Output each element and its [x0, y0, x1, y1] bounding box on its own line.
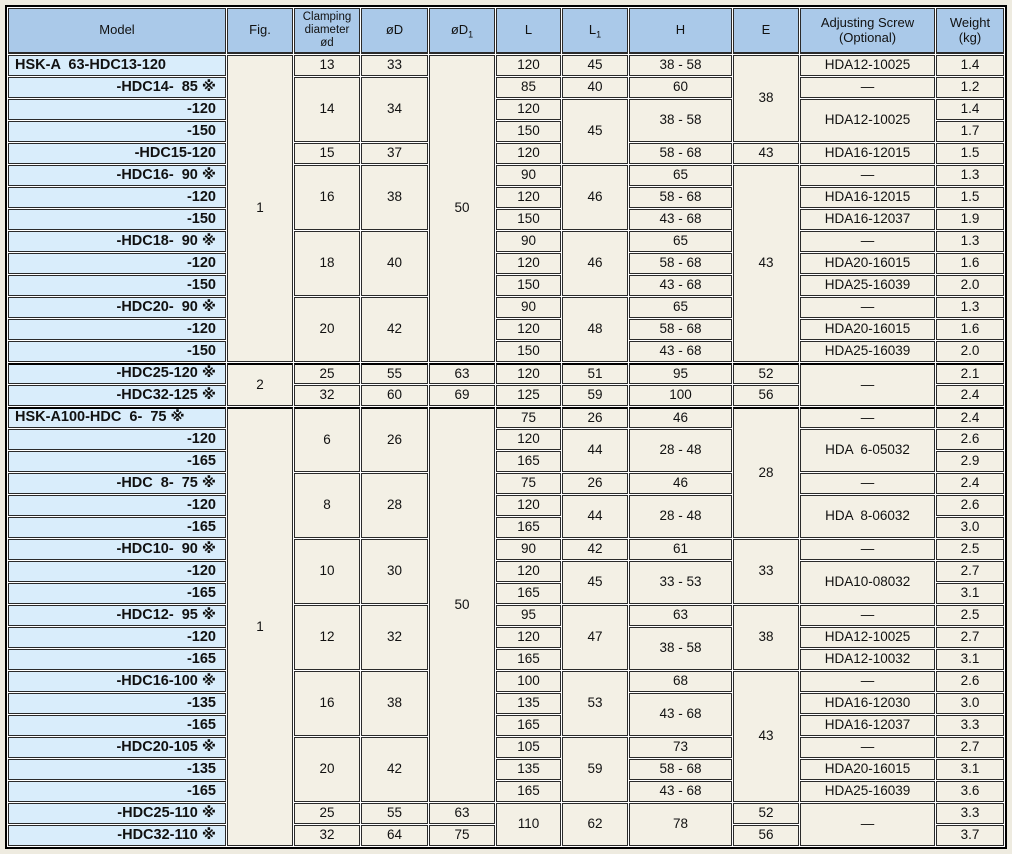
cell-L: 90 [496, 231, 561, 252]
cell-screw: — [800, 605, 935, 626]
cell-w: 2.0 [936, 341, 1004, 362]
cell-w: 1.6 [936, 319, 1004, 340]
cell-H: 78 [629, 803, 732, 846]
cell-model: -120 [8, 495, 226, 516]
cell-screw: — [800, 165, 935, 186]
cell-H: 38 - 58 [629, 99, 732, 142]
header-clamping-diameter: Clamping diameter ød [294, 8, 360, 54]
cell-L: 135 [496, 693, 561, 714]
cell-od: 13 [294, 55, 360, 76]
cell-L: 150 [496, 341, 561, 362]
cell-H: 46 [629, 473, 732, 494]
cell-od: 6 [294, 407, 360, 472]
cell-w: 1.4 [936, 55, 1004, 76]
cell-model: HSK-A 63-HDC13-120 [8, 55, 226, 76]
cell-L1: 59 [562, 385, 628, 406]
cell-model: HSK-A100-HDC 6- 75 ※ [8, 407, 226, 428]
cell-L1: 59 [562, 737, 628, 802]
cell-L: 75 [496, 473, 561, 494]
table-row [8, 209, 1004, 230]
cell-H: 100 [629, 385, 732, 406]
cell-L: 75 [496, 407, 561, 428]
cell-model: -165 [8, 451, 226, 472]
cell-model: -150 [8, 275, 226, 296]
table-row [8, 319, 1004, 340]
cell-H: 33 - 53 [629, 561, 732, 604]
cell-w: 2.4 [936, 407, 1004, 428]
cell-model: -135 [8, 759, 226, 780]
cell-w: 2.7 [936, 737, 1004, 758]
cell-model: -135 [8, 693, 226, 714]
cell-od: 12 [294, 605, 360, 670]
cell-w: 3.1 [936, 583, 1004, 604]
cell-L: 165 [496, 583, 561, 604]
cell-w: 2.7 [936, 561, 1004, 582]
cell-L: 120 [496, 55, 561, 76]
cell-w: 2.6 [936, 671, 1004, 692]
cell-L: 120 [496, 319, 561, 340]
cell-screw: — [800, 407, 935, 428]
cell-H: 61 [629, 539, 732, 560]
cell-screw: HDA10-08032 [800, 561, 935, 604]
header-adjusting-screw: Adjusting Screw (Optional) [800, 8, 935, 54]
table-row [8, 363, 1004, 384]
cell-oD1: 50 [429, 55, 495, 362]
cell-L: 165 [496, 649, 561, 670]
cell-screw: HDA12-10025 [800, 627, 935, 648]
table-row [8, 187, 1004, 208]
cell-H: 58 - 68 [629, 759, 732, 780]
cell-oD1: 75 [429, 825, 495, 846]
cell-H: 65 [629, 231, 732, 252]
cell-H: 58 - 68 [629, 253, 732, 274]
cell-w: 2.5 [936, 605, 1004, 626]
cell-fig: 1 [227, 55, 293, 362]
table-row [8, 495, 1004, 516]
cell-screw: HDA20-16015 [800, 759, 935, 780]
cell-model: -165 [8, 715, 226, 736]
table-row [8, 341, 1004, 362]
header-L: L [496, 8, 561, 54]
cell-oD: 40 [361, 231, 428, 296]
cell-oD: 64 [361, 825, 428, 846]
cell-fig: 2 [227, 363, 293, 406]
cell-screw: HDA 6-05032 [800, 429, 935, 472]
cell-model: -HDC32-125 ※ [8, 385, 226, 406]
cell-screw: — [800, 363, 935, 406]
cell-E: 43 [733, 671, 799, 802]
cell-w: 2.6 [936, 429, 1004, 450]
cell-L1: 47 [562, 605, 628, 670]
cell-oD: 60 [361, 385, 428, 406]
cell-screw: HDA20-16015 [800, 319, 935, 340]
cell-H: 43 - 68 [629, 341, 732, 362]
cell-w: 2.4 [936, 385, 1004, 406]
table-row [8, 803, 1004, 824]
cell-model: -120 [8, 319, 226, 340]
header-oD: øD [361, 8, 428, 54]
cell-screw: HDA25-16039 [800, 341, 935, 362]
cell-E: 56 [733, 385, 799, 406]
header-E: E [733, 8, 799, 54]
cell-model: -165 [8, 781, 226, 802]
cell-w: 1.4 [936, 99, 1004, 120]
cell-H: 43 - 68 [629, 275, 732, 296]
cell-w: 3.0 [936, 517, 1004, 538]
cell-H: 65 [629, 165, 732, 186]
cell-L1: 44 [562, 495, 628, 538]
cell-L: 120 [496, 561, 561, 582]
cell-screw: — [800, 297, 935, 318]
cell-H: 38 - 58 [629, 55, 732, 76]
cell-L: 150 [496, 121, 561, 142]
table-row [8, 649, 1004, 670]
table-row [8, 473, 1004, 494]
cell-E: 38 [733, 55, 799, 142]
cell-od: 16 [294, 671, 360, 736]
cell-model: -HDC20- 90 ※ [8, 297, 226, 318]
spec-table [5, 5, 1007, 849]
cell-L: 125 [496, 385, 561, 406]
cell-od: 32 [294, 825, 360, 846]
cell-w: 2.7 [936, 627, 1004, 648]
cell-w: 3.3 [936, 715, 1004, 736]
cell-w: 1.5 [936, 143, 1004, 164]
cell-E: 52 [733, 803, 799, 824]
cell-L: 165 [496, 715, 561, 736]
table-row [8, 737, 1004, 758]
table-row [8, 693, 1004, 714]
cell-H: 43 - 68 [629, 209, 732, 230]
header-oD1: $øD_1$ [429, 8, 495, 54]
cell-w: 3.1 [936, 759, 1004, 780]
cell-w: 2.5 [936, 539, 1004, 560]
cell-L: 120 [496, 429, 561, 450]
cell-model: -165 [8, 583, 226, 604]
cell-oD1: 63 [429, 803, 495, 824]
cell-screw: HDA16-12037 [800, 209, 935, 230]
cell-w: 3.6 [936, 781, 1004, 802]
cell-screw: HDA20-16015 [800, 253, 935, 274]
cell-H: 58 - 68 [629, 187, 732, 208]
cell-L1: 51 [562, 363, 628, 384]
cell-H: 63 [629, 605, 732, 626]
cell-H: 95 [629, 363, 732, 384]
cell-od: 25 [294, 803, 360, 824]
cell-model: -120 [8, 253, 226, 274]
cell-model: -120 [8, 429, 226, 450]
cell-L: 105 [496, 737, 561, 758]
cell-H: 28 - 48 [629, 495, 732, 538]
table-row [8, 253, 1004, 274]
cell-model: -150 [8, 209, 226, 230]
cell-screw: HDA16-12037 [800, 715, 935, 736]
cell-w: 2.4 [936, 473, 1004, 494]
cell-w: 1.3 [936, 231, 1004, 252]
cell-screw: — [800, 737, 935, 758]
cell-w: 1.2 [936, 77, 1004, 98]
cell-screw: HDA16-12030 [800, 693, 935, 714]
cell-L: 120 [496, 253, 561, 274]
cell-od: 20 [294, 297, 360, 362]
table-row [8, 99, 1004, 120]
cell-model: -120 [8, 561, 226, 582]
cell-H: 65 [629, 297, 732, 318]
cell-oD: 30 [361, 539, 428, 604]
cell-H: 38 - 58 [629, 627, 732, 670]
cell-L: 120 [496, 143, 561, 164]
cell-E: 43 [733, 165, 799, 362]
cell-model: -HDC15-120 [8, 143, 226, 164]
cell-od: 16 [294, 165, 360, 230]
cell-od: 25 [294, 363, 360, 384]
cell-L1: 62 [562, 803, 628, 846]
cell-L1: 42 [562, 539, 628, 560]
cell-model: -HDC25-110 ※ [8, 803, 226, 824]
cell-w: 1.3 [936, 297, 1004, 318]
cell-w: 2.0 [936, 275, 1004, 296]
table-row [8, 231, 1004, 252]
cell-model: -HDC10- 90 ※ [8, 539, 226, 560]
cell-L: 120 [496, 99, 561, 120]
cell-w: 1.6 [936, 253, 1004, 274]
cell-od: 20 [294, 737, 360, 802]
cell-L: 120 [496, 187, 561, 208]
cell-model: -HDC20-105 ※ [8, 737, 226, 758]
cell-model: -HDC 8- 75 ※ [8, 473, 226, 494]
cell-model: -HDC14- 85 ※ [8, 77, 226, 98]
cell-oD: 28 [361, 473, 428, 538]
cell-screw: HDA12-10025 [800, 55, 935, 76]
cell-L1: 46 [562, 231, 628, 296]
cell-E: 56 [733, 825, 799, 846]
cell-H: 58 - 68 [629, 319, 732, 340]
cell-L1: 26 [562, 407, 628, 428]
cell-E: 33 [733, 539, 799, 604]
cell-w: 3.7 [936, 825, 1004, 846]
table-row [8, 539, 1004, 560]
cell-H: 46 [629, 407, 732, 428]
table-row [8, 275, 1004, 296]
cell-oD: 32 [361, 605, 428, 670]
table-row [8, 781, 1004, 802]
table-row [8, 55, 1004, 76]
table-row [8, 671, 1004, 692]
cell-od: 32 [294, 385, 360, 406]
cell-model: -120 [8, 99, 226, 120]
cell-screw: HDA25-16039 [800, 275, 935, 296]
cell-od: 10 [294, 539, 360, 604]
cell-L1: 48 [562, 297, 628, 362]
cell-oD: 26 [361, 407, 428, 472]
cell-oD1: 63 [429, 363, 495, 384]
cell-model: -HDC12- 95 ※ [8, 605, 226, 626]
cell-model: -HDC16-100 ※ [8, 671, 226, 692]
cell-H: 68 [629, 671, 732, 692]
header-weight: Weight (kg) [936, 8, 1004, 54]
cell-L: 165 [496, 781, 561, 802]
cell-screw: — [800, 231, 935, 252]
cell-od: 18 [294, 231, 360, 296]
table-row [8, 165, 1004, 186]
cell-L: 165 [496, 451, 561, 472]
table-row [8, 297, 1004, 318]
cell-fig: 1 [227, 407, 293, 846]
cell-oD: 34 [361, 77, 428, 142]
cell-L: 90 [496, 165, 561, 186]
cell-L: 110 [496, 803, 561, 846]
cell-screw: — [800, 803, 935, 846]
cell-L: 165 [496, 517, 561, 538]
cell-oD: 38 [361, 165, 428, 230]
cell-oD: 55 [361, 803, 428, 824]
cell-L: 95 [496, 605, 561, 626]
cell-screw: — [800, 77, 935, 98]
cell-w: 3.1 [936, 649, 1004, 670]
header-L1: $L_1$ [562, 8, 628, 54]
cell-L: 150 [496, 275, 561, 296]
table-row [8, 605, 1004, 626]
cell-model: -HDC25-120 ※ [8, 363, 226, 384]
header-fig: Fig. [227, 8, 293, 54]
cell-w: 1.5 [936, 187, 1004, 208]
cell-w: 3.3 [936, 803, 1004, 824]
cell-L: 100 [496, 671, 561, 692]
cell-L1: 45 [562, 99, 628, 164]
cell-H: 58 - 68 [629, 143, 732, 164]
cell-L1: 44 [562, 429, 628, 472]
cell-model: -165 [8, 649, 226, 670]
cell-model: -HDC16- 90 ※ [8, 165, 226, 186]
cell-screw: — [800, 473, 935, 494]
table-row [8, 627, 1004, 648]
table-header-row [8, 8, 1004, 54]
cell-L: 120 [496, 363, 561, 384]
cell-od: 8 [294, 473, 360, 538]
cell-screw: HDA25-16039 [800, 781, 935, 802]
cell-L: 135 [496, 759, 561, 780]
header-H: H [629, 8, 732, 54]
cell-L1: 45 [562, 561, 628, 604]
cell-oD: 55 [361, 363, 428, 384]
table-row [8, 429, 1004, 450]
cell-L1: 46 [562, 165, 628, 230]
cell-model: -HDC32-110 ※ [8, 825, 226, 846]
cell-model: -HDC18- 90 ※ [8, 231, 226, 252]
cell-L: 150 [496, 209, 561, 230]
cell-E: 38 [733, 605, 799, 670]
cell-model: -165 [8, 517, 226, 538]
table-row [8, 715, 1004, 736]
header-model: Model [8, 8, 226, 54]
cell-oD: 42 [361, 737, 428, 802]
cell-screw: HDA12-10025 [800, 99, 935, 142]
table-row [8, 759, 1004, 780]
cell-L1: 26 [562, 473, 628, 494]
cell-E: 28 [733, 407, 799, 538]
table-row [8, 143, 1004, 164]
cell-screw: HDA12-10032 [800, 649, 935, 670]
cell-L: 120 [496, 627, 561, 648]
cell-model: -150 [8, 121, 226, 142]
cell-w: 1.7 [936, 121, 1004, 142]
cell-od: 15 [294, 143, 360, 164]
cell-L: 85 [496, 77, 561, 98]
cell-L1: 45 [562, 55, 628, 76]
cell-H: 43 - 68 [629, 693, 732, 736]
cell-od: 14 [294, 77, 360, 142]
cell-w: 2.6 [936, 495, 1004, 516]
cell-H: 28 - 48 [629, 429, 732, 472]
cell-L: 90 [496, 539, 561, 560]
cell-w: 3.0 [936, 693, 1004, 714]
cell-w: 1.3 [936, 165, 1004, 186]
cell-w: 1.9 [936, 209, 1004, 230]
cell-E: 52 [733, 363, 799, 384]
cell-model: -120 [8, 187, 226, 208]
cell-L1: 40 [562, 77, 628, 98]
cell-model: -120 [8, 627, 226, 648]
cell-L: 120 [496, 495, 561, 516]
cell-oD1: 50 [429, 407, 495, 802]
cell-H: 73 [629, 737, 732, 758]
cell-screw: HDA16-12015 [800, 187, 935, 208]
cell-oD: 33 [361, 55, 428, 76]
cell-H: 60 [629, 77, 732, 98]
cell-screw: HDA16-12015 [800, 143, 935, 164]
cell-model: -150 [8, 341, 226, 362]
cell-E: 43 [733, 143, 799, 164]
cell-oD1: 69 [429, 385, 495, 406]
cell-L1: 53 [562, 671, 628, 736]
cell-oD: 37 [361, 143, 428, 164]
cell-H: 43 - 68 [629, 781, 732, 802]
cell-w: 2.1 [936, 363, 1004, 384]
cell-oD: 42 [361, 297, 428, 362]
cell-screw: — [800, 671, 935, 692]
cell-screw: — [800, 539, 935, 560]
cell-screw: HDA 8-06032 [800, 495, 935, 538]
cell-w: 2.9 [936, 451, 1004, 472]
table-row [8, 77, 1004, 98]
cell-L: 90 [496, 297, 561, 318]
spec-table-body [8, 55, 1004, 846]
table-row [8, 561, 1004, 582]
cell-oD: 38 [361, 671, 428, 736]
table-row [8, 407, 1004, 428]
